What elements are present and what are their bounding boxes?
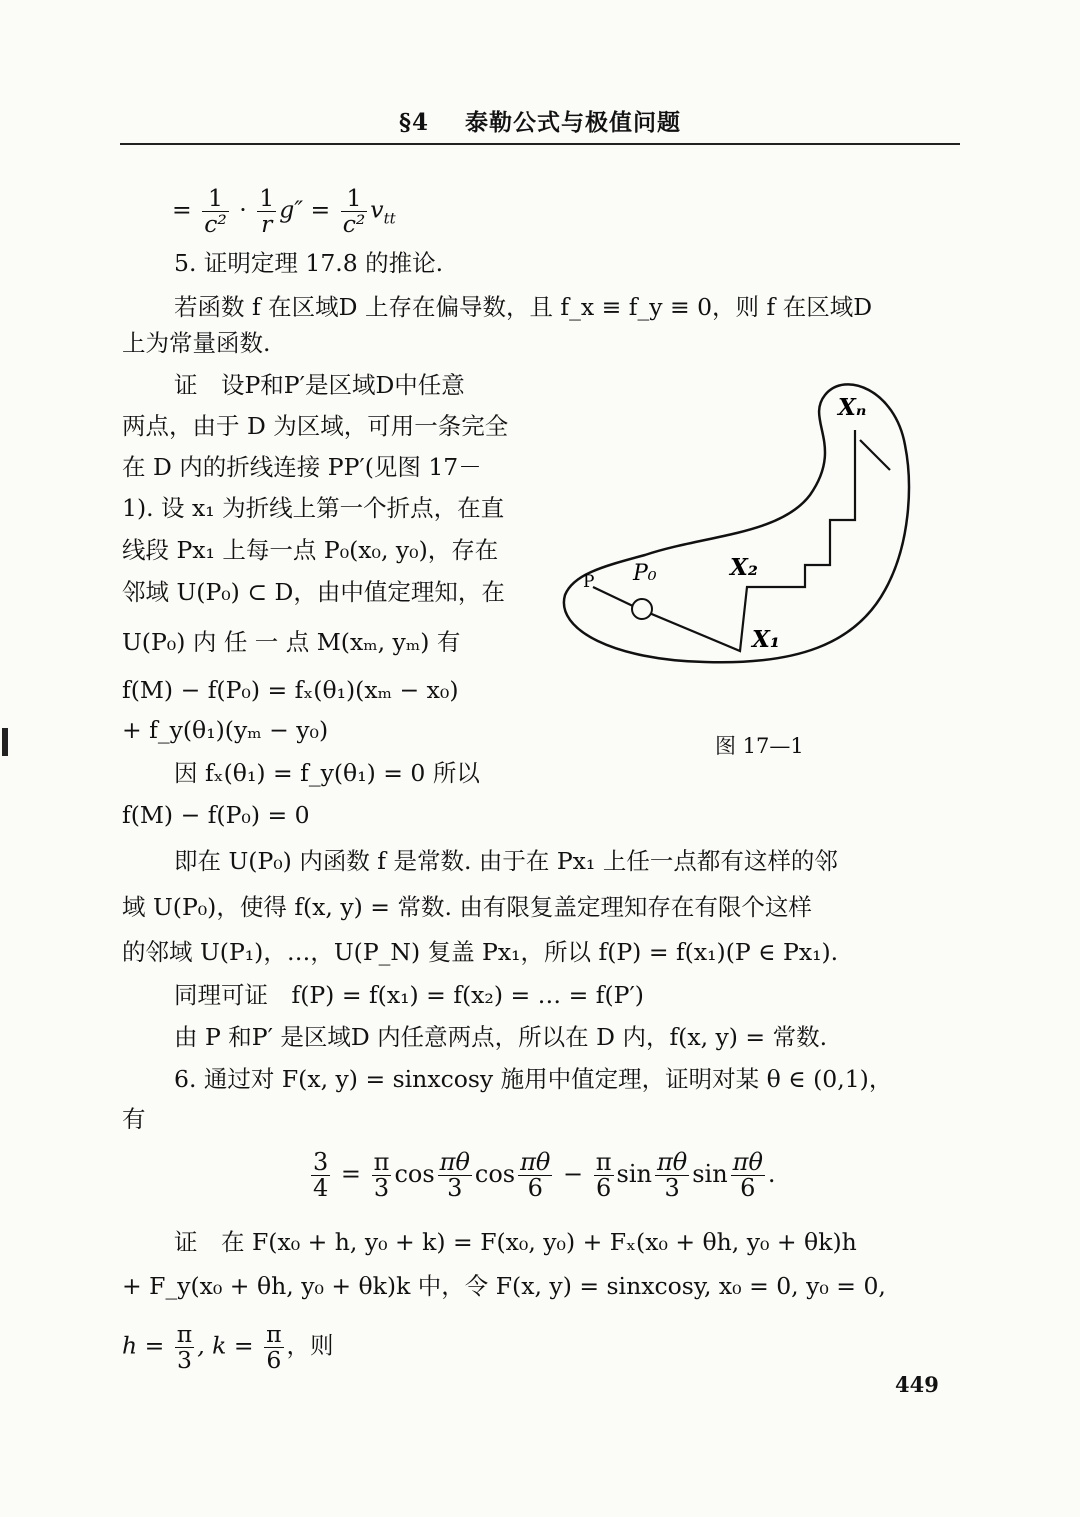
proof-6-line: + F_y(x₀ + θh, y₀ + θk)k 中，令 F(x, y) = sinxcosy, x₀ = 0, y₀ = 0, — [122, 1272, 886, 1300]
proof-6-hk: h = $\frac{\pi}{3}$ , k = $\frac{\pi}{6}$ ，则 — [122, 1320, 334, 1374]
label-xn: Xₙ — [838, 394, 867, 421]
figure-17-1 — [555, 375, 925, 695]
label-x2: X₂ — [730, 554, 758, 581]
proof-line: 两点，由于 D 为区域，可用一条完全 — [122, 412, 509, 440]
proof-line: 证 设P和P′是区域D中任意 — [174, 371, 465, 399]
proof-line: U(P₀) 内 任 一 点 M(xₘ, yₘ) 有 — [122, 628, 461, 656]
running-header — [0, 104, 1080, 137]
label-p0: P₀ — [633, 561, 657, 586]
label-p: P — [583, 572, 595, 592]
section-title: 泰勒公式与极值问题 — [465, 109, 682, 136]
proof-line: 1). 设 x₁ 为折线上第一个折点，在直 — [122, 494, 505, 522]
polyline-path — [593, 430, 855, 651]
equation-6: $\frac{3}{4}$ = $\frac{\pi}{3}$ cos $\frac{\pi\theta}{3}$ cos $\frac{\pi\theta}{6}$ − $\frac{\pi}{6}$ sin $\frac{\pi\theta}{3}$ sin $\frac{\pi\theta}{6}$ . — [313, 1148, 776, 1203]
problem-5-title: 5. 证明定理 17.8 的推论. — [174, 249, 444, 277]
polyline-end-segment — [860, 440, 890, 470]
proof-line: 域 U(P₀)，使得 f(x, y) = 常数. 由有限复盖定理知存在有限个这样 — [122, 893, 812, 921]
problem-6-statement-cont: 有 — [122, 1105, 146, 1133]
proof-formula: f(M) − f(P₀) = fₓ(θ₁)(xₘ − x₀) — [122, 676, 459, 704]
proof-line: 即在 U(P₀) 内函数 f 是常数. 由于在 Px₁ 上任一点都有这样的邻 — [174, 847, 838, 875]
proof-formula: f(M) − f(P₀) = 0 — [122, 801, 310, 829]
problem-5-statement: 若函数 f 在区域D 上存在偏导数，且 f_x ≡ f_y ≡ 0，则 f 在区域D — [174, 293, 873, 321]
section-number: §4 — [398, 109, 429, 136]
proof-6-line: 证 在 F(x₀ + h, y₀ + k) = F(x₀, y₀) + Fₓ(x₀ + θh, y₀ + θk)h — [174, 1228, 857, 1256]
scan-edge-mark — [2, 728, 8, 756]
proof-line: 线段 Px₁ 上每一点 P₀(x₀, y₀)，存在 — [122, 536, 499, 564]
proof-formula: + f_y(θ₁)(yₘ − y₀) — [122, 716, 329, 744]
proof-line: 的邻域 U(P₁)，…，U(P_N) 复盖 Px₁，所以 f(P) = f(x₁)(P ∈ Px₁). — [122, 938, 839, 966]
proof-line: 因 fₓ(θ₁) = f_y(θ₁) = 0 所以 — [174, 759, 480, 787]
point-p0-neighborhood — [632, 599, 652, 619]
label-x1: X₁ — [752, 626, 780, 653]
figure-caption: 图 17—1 — [715, 734, 804, 758]
proof-line: 由 P 和P′ 是区域D 内任意两点，所以在 D 内，f(x, y) = 常数. — [174, 1023, 828, 1051]
problem-6-statement: 6. 通过对 F(x, y) = sinxcosy 施用中值定理，证明对某 θ ∈ (0,1)， — [174, 1065, 893, 1093]
proof-line: 同理可证 f(P) = f(x₁) = f(x₂) = … = f(P′) — [174, 981, 644, 1009]
proof-line: 在 D 内的折线连接 PP′(见图 17－ — [122, 453, 482, 481]
proof-line: 邻域 U(P₀) ⊂ D，由中值定理知，在 — [122, 578, 505, 606]
problem-5-statement-cont: 上为常量函数. — [122, 329, 271, 357]
equation-top: = $\frac{1}{\text{c²}}$ · $\frac{1}{r}$ g″ = $\frac{1}{\text{c²}}$ $v_{tt}$ — [172, 184, 396, 238]
header-rule — [120, 143, 960, 145]
region-d-boundary — [564, 384, 909, 662]
page-number: 449 — [895, 1372, 939, 1397]
